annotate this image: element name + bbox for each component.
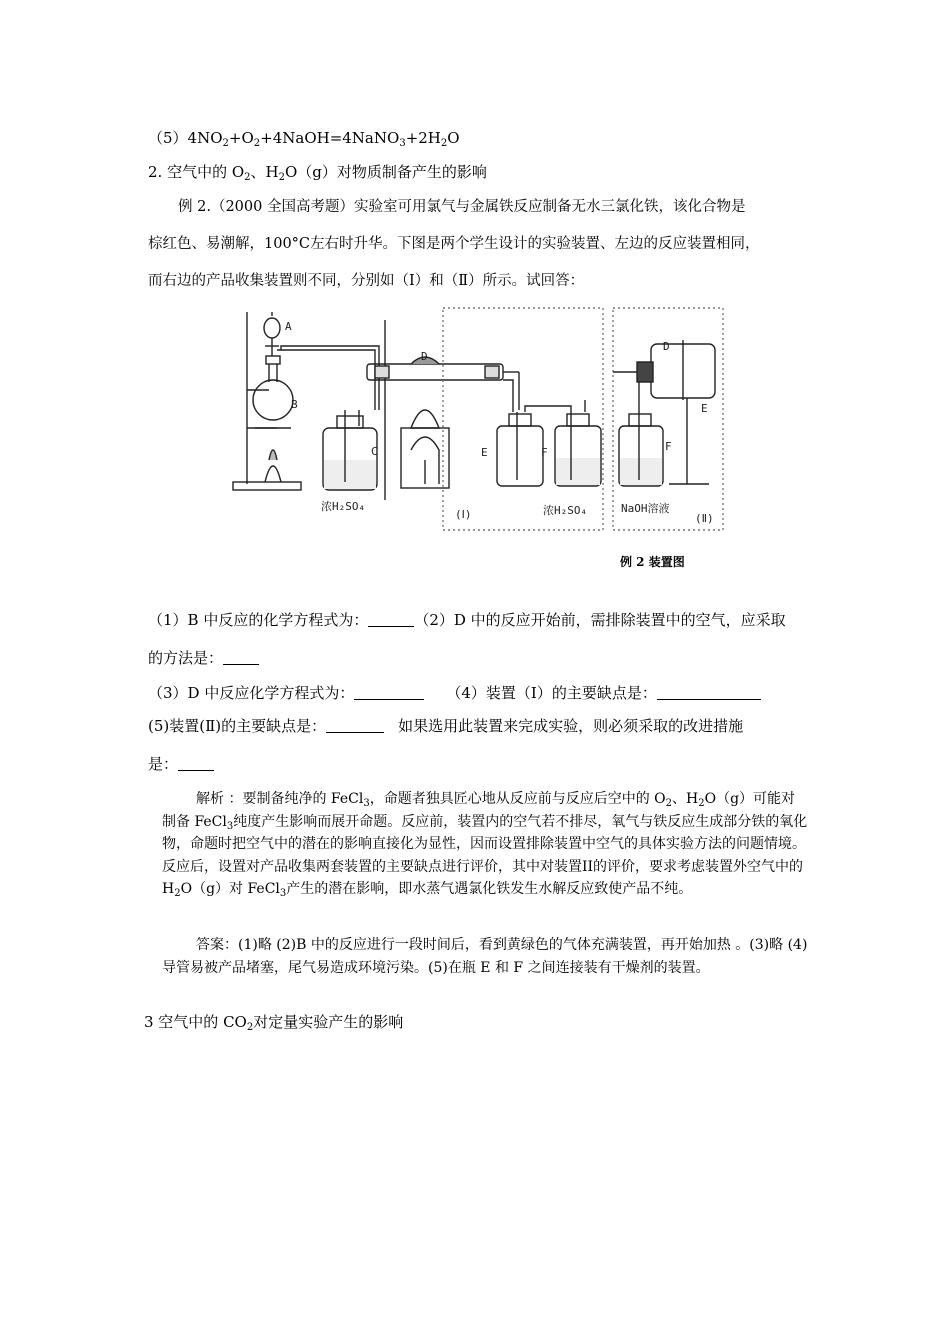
heading-part: O（g）对物质制备产生的影响 bbox=[285, 163, 487, 181]
apparatus-diagram bbox=[225, 300, 735, 540]
text: ，命题者独具匠心地从反应前与反应后空中的 O bbox=[369, 791, 666, 807]
answer-blank[interactable] bbox=[657, 685, 761, 700]
stand-base-left bbox=[233, 482, 301, 490]
label-box-i: (Ⅰ) bbox=[455, 508, 472, 521]
answer-blank[interactable] bbox=[368, 612, 414, 627]
question-4: （4）装置（Ⅰ）的主要缺点是： bbox=[446, 684, 657, 702]
figure-caption: 例 2 装置图 bbox=[620, 555, 685, 569]
box-i bbox=[443, 308, 603, 530]
eq-sub: 3 bbox=[399, 138, 406, 149]
question-2b: 的方法是： bbox=[148, 649, 224, 667]
answer-blank[interactable] bbox=[178, 756, 214, 771]
funnel-a bbox=[264, 318, 280, 338]
question-2-cont bbox=[148, 648, 259, 668]
question-1: （1）B 中反应的化学方程式为： bbox=[148, 611, 369, 629]
label-d: D bbox=[421, 350, 428, 363]
equation-5 bbox=[148, 128, 460, 148]
answer-blank[interactable] bbox=[223, 650, 259, 665]
label-box-ii: (Ⅱ) bbox=[695, 512, 714, 525]
question-5-text: (5)装置(Ⅱ)的主要缺点是： bbox=[148, 717, 327, 735]
label-e2: E bbox=[701, 402, 708, 415]
flask-b bbox=[253, 380, 293, 420]
heading-part: 2. 空气中的 O bbox=[148, 163, 245, 181]
sub: 2 bbox=[665, 798, 673, 809]
heading-part: 3 空气中的 CO bbox=[144, 1013, 247, 1031]
label-f: F bbox=[541, 446, 548, 459]
heading-part: 、H bbox=[250, 163, 279, 181]
question-3: （3）D 中反应化学方程式为： bbox=[148, 684, 355, 702]
bottle-e bbox=[497, 426, 543, 486]
text: 纯度产生影响而展开命题。反应前，装置内的空气若不排尽，氧气与铁反应生成部分铁的氧化物，命题时把空气中的潜在的影响直接化为显性，因而设置排除装置中空气的具体实验方法的问题情境。反应后，设置对产品收集两套装置的主要缺点进行评价，其中对装置II的评价，要求考虑装置外空气中的 H bbox=[162, 813, 808, 897]
text: 产生的潜在影响，即水蒸气遇氯化铁发生水解反应致使产品不纯。 bbox=[286, 881, 693, 897]
text: O（g）可能对制备 FeCl bbox=[162, 791, 796, 830]
example-line-3: 而右边的产品收集装置则不同，分别如（Ⅰ）和（Ⅱ）所示。试回答： bbox=[148, 273, 585, 289]
example-line-1: 例 2.（2000 全国高考题）实验室可用氯气与金属铁反应制备无水三氯化铁，该化合物是 bbox=[178, 199, 746, 215]
question-5b: 如果选用此装置来完成实验，则必须采取的改进措施 bbox=[398, 717, 744, 735]
heading-part: 对定量实验产生的影响 bbox=[253, 1013, 404, 1031]
eq-part: （5）4NO bbox=[148, 129, 223, 147]
sub: 2 bbox=[698, 798, 705, 809]
label-f2: F bbox=[665, 440, 672, 453]
eq-part: +O bbox=[228, 129, 254, 147]
burner-b bbox=[265, 466, 281, 482]
label-c: C bbox=[371, 445, 378, 458]
eq-part: O bbox=[447, 129, 460, 147]
answer-blank[interactable] bbox=[326, 718, 384, 733]
label-b: B bbox=[291, 398, 298, 411]
heading-sub: 2 bbox=[244, 172, 251, 183]
question-5c: 是： bbox=[148, 755, 179, 773]
section-2-heading bbox=[148, 162, 487, 182]
eq-sub: 2 bbox=[222, 138, 229, 149]
eq-sub: 2 bbox=[440, 138, 448, 149]
example-line-2: 棕红色、易潮解，100°C左右时升华。下图是两个学生设计的实验装置、左边的反应装置相同， bbox=[148, 236, 760, 252]
eq-sub: 2 bbox=[253, 138, 261, 149]
sub: 3 bbox=[279, 888, 287, 899]
answer-blank[interactable] bbox=[354, 685, 424, 700]
label-h2so4-left: 浓H₂SO₄ bbox=[321, 500, 366, 513]
question-1-2 bbox=[148, 610, 786, 630]
heading-sub: 2 bbox=[246, 1022, 254, 1033]
sub: 3 bbox=[363, 798, 370, 809]
heading-sub: 2 bbox=[278, 172, 285, 183]
label-a: A bbox=[285, 320, 292, 333]
analysis-paragraph bbox=[162, 788, 808, 901]
label-h2so4-right: 浓H₂SO₄ bbox=[543, 504, 588, 517]
label-e: E bbox=[481, 446, 488, 459]
text: O（g）对 FeCl bbox=[180, 881, 280, 897]
eq-part: +2H bbox=[405, 129, 441, 147]
question-5 bbox=[148, 716, 743, 736]
answer-paragraph: 答案：(1)略 (2)B 中的反应进行一段时间后，看到黄绿色的气体充满装置，再开始加热 。(3)略 (4)导管易被产品堵塞，尾气易造成环境污染。(5)在瓶 E 和 F 之间连接装有干燥剂的装置。 bbox=[162, 937, 808, 976]
text: 、 bbox=[672, 791, 687, 807]
section-3-heading bbox=[144, 1012, 403, 1032]
sub: 3 bbox=[226, 820, 234, 832]
text: H bbox=[686, 791, 699, 807]
label-d2: D bbox=[663, 340, 670, 353]
question-5-cont bbox=[148, 754, 214, 774]
question-2: （2）D 中的反应开始前，需排除装置中的空气，应采取 bbox=[414, 611, 786, 629]
text: 解析 ：要制备纯净的 FeCl bbox=[196, 791, 364, 807]
lamp-d bbox=[411, 410, 439, 428]
question-3-4 bbox=[148, 683, 761, 703]
label-naoh: NaOH溶液 bbox=[621, 502, 670, 515]
sub: 2 bbox=[174, 888, 181, 899]
eq-part: +4NaOH=4NaNO bbox=[260, 129, 400, 147]
